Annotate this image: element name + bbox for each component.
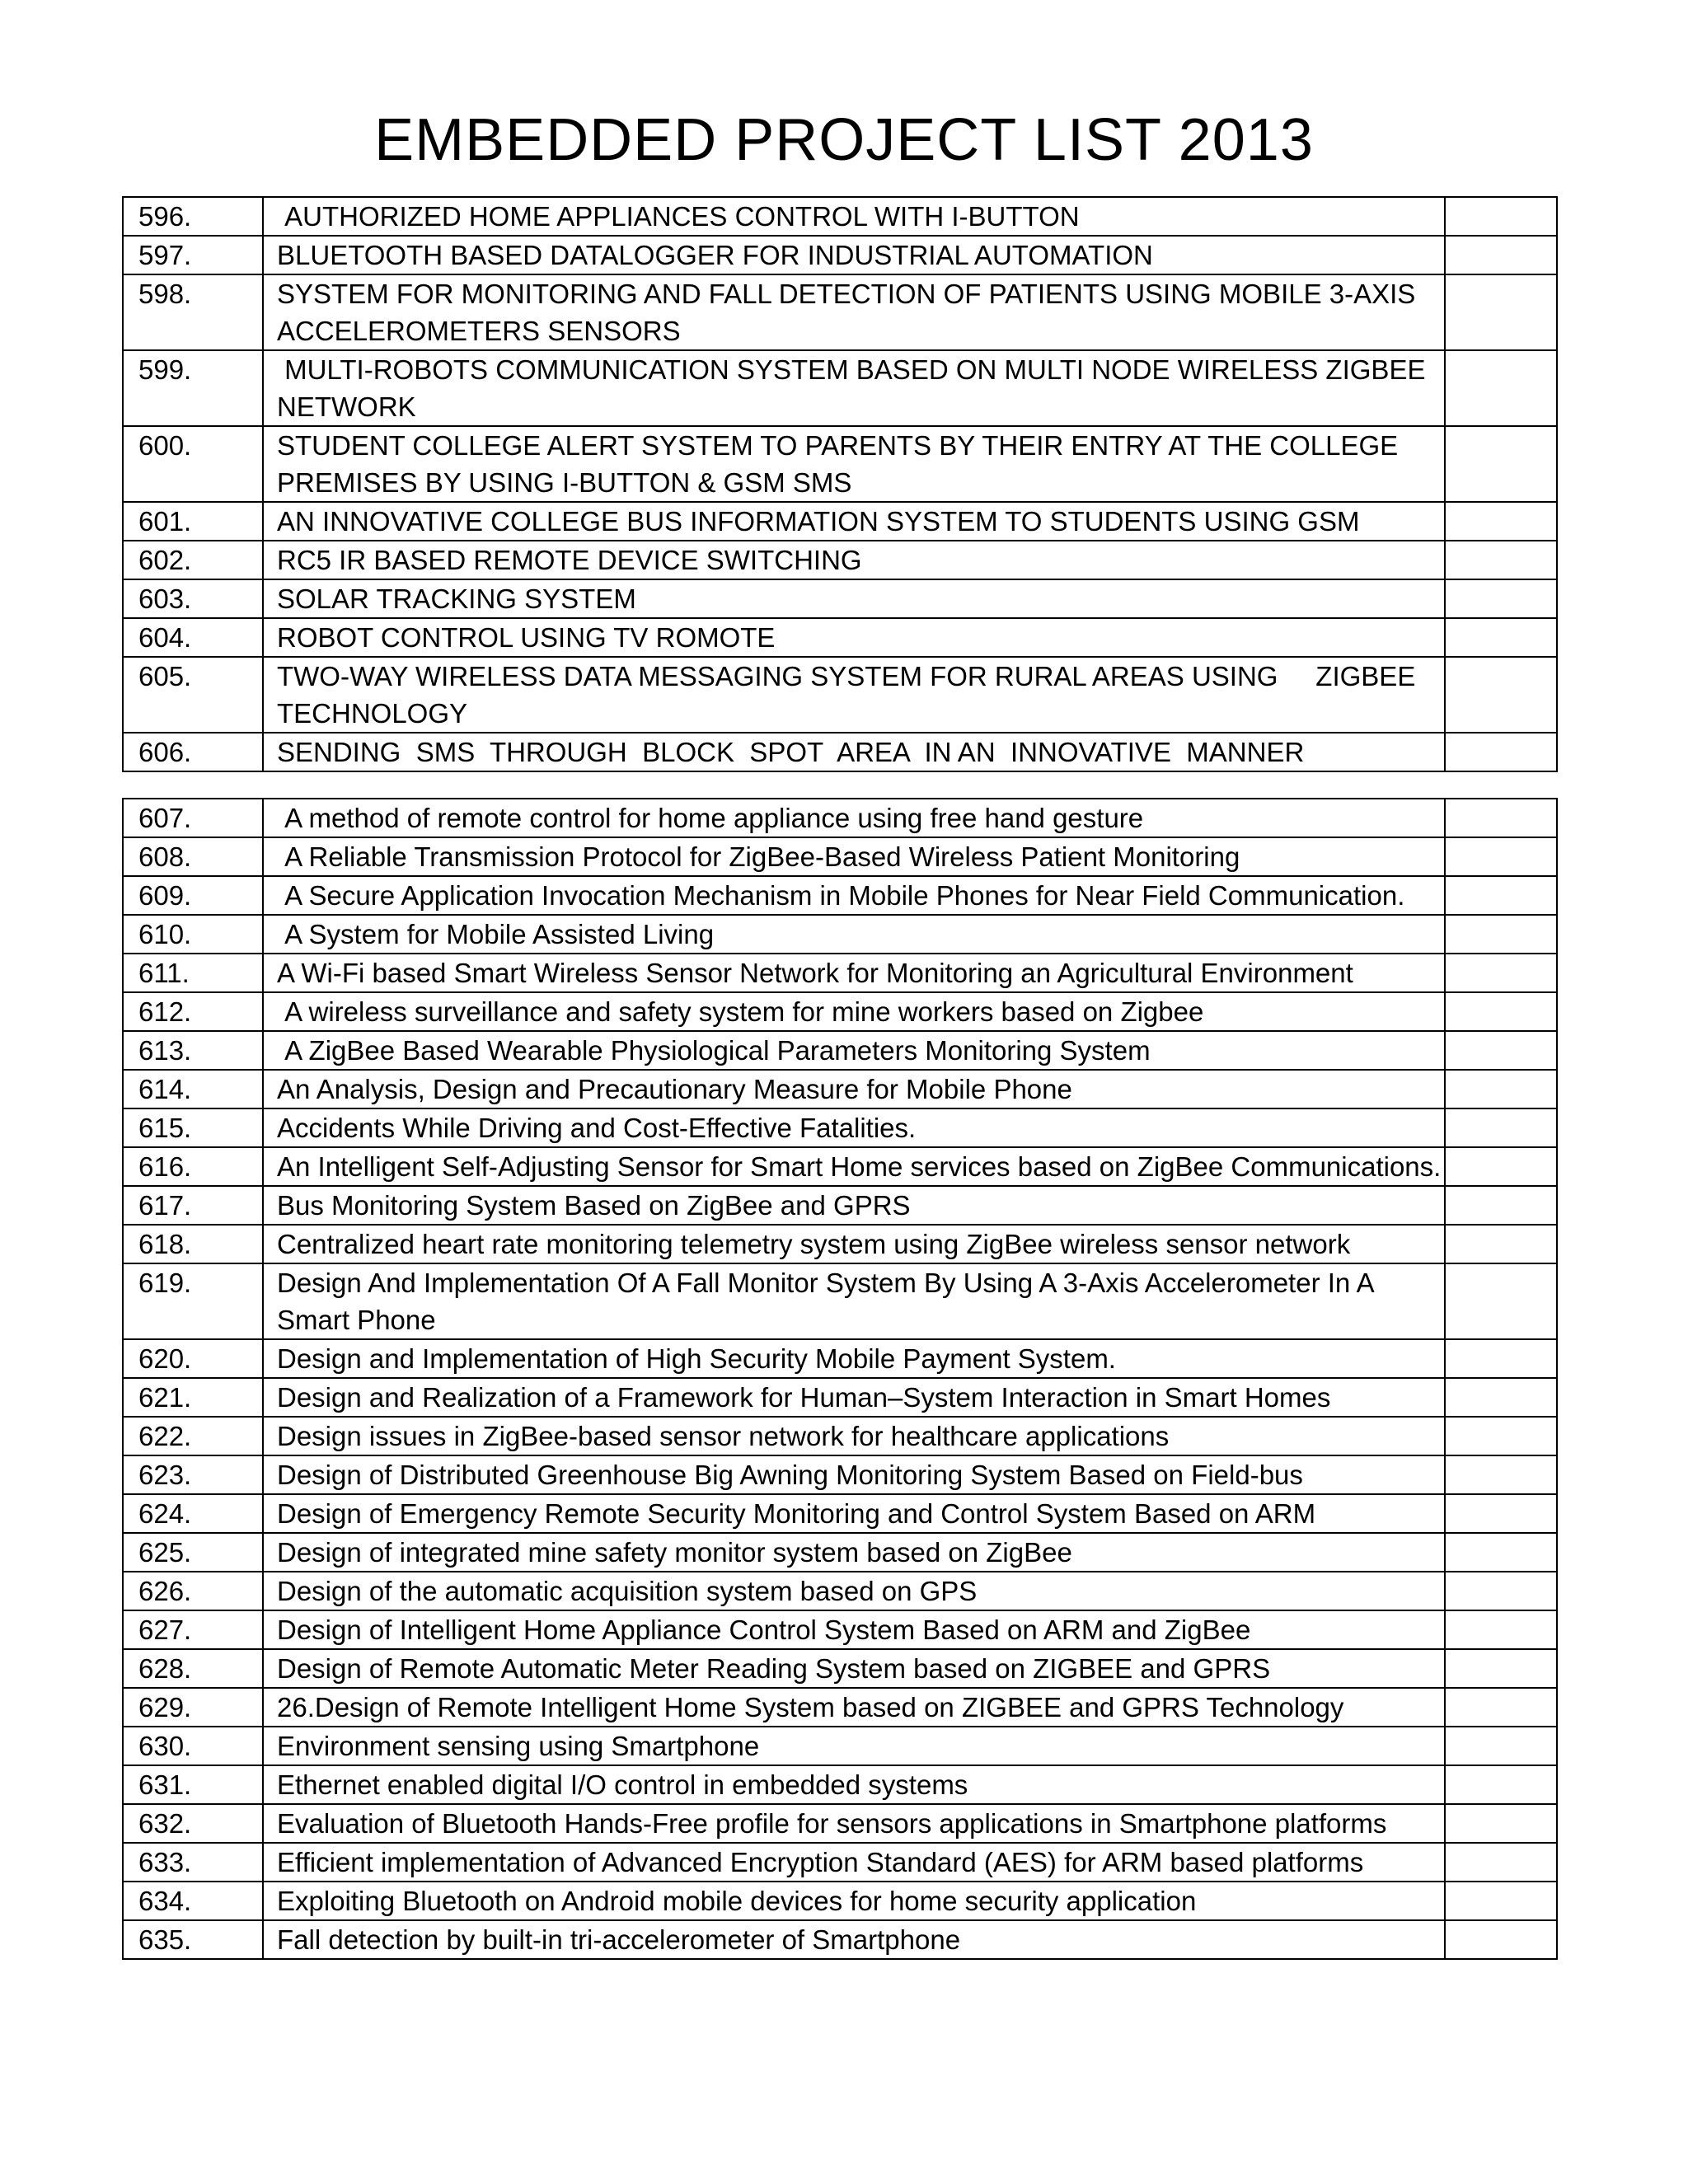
project-number: 610. — [123, 915, 263, 954]
project-title-cell — [263, 992, 1445, 1031]
empty-cell — [1445, 197, 1557, 236]
project-number: 629. — [123, 1688, 263, 1727]
project-table — [122, 798, 1558, 1960]
project-title: SOLAR TRACKING SYSTEM — [277, 583, 636, 614]
empty-cell — [1445, 1031, 1557, 1070]
empty-cell — [1445, 733, 1557, 771]
project-title: Accidents While Driving and Cost-Effective Fatalities. — [277, 1113, 917, 1143]
project-title-cell — [263, 1649, 1445, 1688]
project-title: A Wi-Fi based Smart Wireless Sensor Network for Monitoring an Agricultural Environment — [277, 958, 1353, 988]
table-row — [123, 274, 1557, 350]
project-title-cell — [263, 1804, 1445, 1843]
project-title-cell — [263, 1494, 1445, 1533]
project-title-cell — [263, 1417, 1445, 1455]
project-number: 606. — [123, 733, 263, 771]
table-row — [123, 1727, 1557, 1765]
project-title: A System for Mobile Assisted Living — [277, 919, 715, 949]
project-number: 602. — [123, 541, 263, 579]
project-number: 632. — [123, 1804, 263, 1843]
project-title-cell — [263, 799, 1445, 837]
project-title: ROBOT CONTROL USING TV ROMOTE — [277, 622, 776, 653]
project-title: Exploiting Bluetooth on Android mobile devices for home security application — [277, 1886, 1197, 1916]
project-number: 622. — [123, 1417, 263, 1455]
project-title: Environment sensing using Smartphone — [277, 1731, 760, 1761]
project-title-cell — [263, 502, 1445, 541]
project-number: 608. — [123, 837, 263, 876]
project-number: 603. — [123, 579, 263, 618]
project-title: Design and Implementation of High Security Mobile Payment System. — [277, 1343, 1116, 1374]
project-number: 620. — [123, 1339, 263, 1378]
project-number: 616. — [123, 1147, 263, 1186]
table-row — [123, 1804, 1557, 1843]
project-title: A method of remote control for home appliance using free hand gesture — [277, 803, 1144, 833]
empty-cell — [1445, 1688, 1557, 1727]
empty-cell — [1445, 618, 1557, 657]
project-title-cell — [263, 579, 1445, 618]
project-title-cell — [263, 733, 1445, 771]
project-number: 627. — [123, 1610, 263, 1649]
project-title: An Analysis, Design and Precautionary Measure for Mobile Phone — [277, 1074, 1072, 1104]
empty-cell — [1445, 1263, 1557, 1339]
table-row — [123, 579, 1557, 618]
project-title: Design of Emergency Remote Security Monitoring and Control System Based on ARM — [277, 1498, 1316, 1529]
empty-cell — [1445, 1147, 1557, 1186]
empty-cell — [1445, 954, 1557, 992]
project-number: 597. — [123, 236, 263, 274]
empty-cell — [1445, 1417, 1557, 1455]
project-title: A Reliable Transmission Protocol for ZigBee-Based Wireless Patient Monitoring — [277, 841, 1240, 872]
empty-cell — [1445, 1225, 1557, 1263]
project-title-cell — [263, 1688, 1445, 1727]
empty-cell — [1445, 799, 1557, 837]
project-title: Design of the automatic acquisition system based on GPS — [277, 1576, 978, 1606]
project-number: 626. — [123, 1572, 263, 1610]
project-number: 609. — [123, 876, 263, 915]
table-row — [123, 236, 1557, 274]
project-number: 617. — [123, 1186, 263, 1225]
empty-cell — [1445, 502, 1557, 541]
table-row — [123, 197, 1557, 236]
table-row — [123, 1417, 1557, 1455]
table-row — [123, 1108, 1557, 1147]
table-row — [123, 1533, 1557, 1572]
project-title-cell — [263, 541, 1445, 579]
table-row — [123, 1070, 1557, 1108]
project-title: A wireless surveillance and safety system for mine workers based on Zigbee — [277, 996, 1204, 1027]
empty-cell — [1445, 274, 1557, 350]
project-title: A ZigBee Based Wearable Physiological Parameters Monitoring System — [277, 1035, 1151, 1066]
project-title: RC5 IR BASED REMOTE DEVICE SWITCHING — [277, 545, 862, 575]
project-title-cell — [263, 350, 1445, 426]
project-title: Design issues in ZigBee-based sensor network for healthcare applications — [277, 1421, 1170, 1451]
project-number: 635. — [123, 1920, 263, 1959]
project-title-cell — [263, 1186, 1445, 1225]
table-row — [123, 876, 1557, 915]
project-title-cell — [263, 876, 1445, 915]
empty-cell — [1445, 657, 1557, 733]
table-row — [123, 350, 1557, 426]
table-row — [123, 618, 1557, 657]
project-title: Fall detection by built-in tri-accelerometer of Smartphone — [277, 1924, 961, 1955]
table-row — [123, 915, 1557, 954]
table-row — [123, 837, 1557, 876]
project-title: AUTHORIZED HOME APPLIANCES CONTROL WITH I-BUTTON — [277, 201, 1080, 232]
empty-cell — [1445, 350, 1557, 426]
project-title-cell — [263, 1070, 1445, 1108]
project-number: 605. — [123, 657, 263, 733]
project-table — [122, 196, 1558, 772]
project-number: 604. — [123, 618, 263, 657]
project-title: Bus Monitoring System Based on ZigBee and GPRS — [277, 1190, 911, 1221]
project-title: Design of integrated mine safety monitor system based on ZigBee — [277, 1537, 1072, 1568]
project-title-cell — [263, 954, 1445, 992]
empty-cell — [1445, 1186, 1557, 1225]
table-row — [123, 1649, 1557, 1688]
project-title: BLUETOOTH BASED DATALOGGER FOR INDUSTRIAL AUTOMATION — [277, 240, 1153, 270]
empty-cell — [1445, 1610, 1557, 1649]
project-title-cell — [263, 1378, 1445, 1417]
table-row — [123, 1843, 1557, 1882]
project-number: 598. — [123, 274, 263, 350]
project-title-cell — [263, 1225, 1445, 1263]
project-number: 614. — [123, 1070, 263, 1108]
project-title-cell — [263, 657, 1445, 733]
project-title-cell — [263, 1610, 1445, 1649]
project-title-cell — [263, 1765, 1445, 1804]
project-title: Design of Intelligent Home Appliance Control System Based on ARM and ZigBee — [277, 1615, 1251, 1645]
project-number: 628. — [123, 1649, 263, 1688]
empty-cell — [1445, 1070, 1557, 1108]
empty-cell — [1445, 1455, 1557, 1494]
project-title: A Secure Application Invocation Mechanism in Mobile Phones for Near Field Communication. — [277, 880, 1405, 911]
project-number: 615. — [123, 1108, 263, 1147]
empty-cell — [1445, 1843, 1557, 1882]
empty-cell — [1445, 1572, 1557, 1610]
table-row — [123, 1688, 1557, 1727]
table-row — [123, 1494, 1557, 1533]
project-number: 611. — [123, 954, 263, 992]
project-title: Evaluation of Bluetooth Hands-Free profile for sensors applications in Smartphone platforms — [277, 1808, 1387, 1839]
project-title-cell — [263, 236, 1445, 274]
empty-cell — [1445, 1533, 1557, 1572]
empty-cell — [1445, 1339, 1557, 1378]
empty-cell — [1445, 541, 1557, 579]
empty-cell — [1445, 1882, 1557, 1920]
project-title-cell — [263, 618, 1445, 657]
project-number: 596. — [123, 197, 263, 236]
table-row — [123, 502, 1557, 541]
empty-cell — [1445, 1494, 1557, 1533]
project-title-cell — [263, 1455, 1445, 1494]
project-number: 624. — [123, 1494, 263, 1533]
project-table-body — [123, 197, 1557, 771]
table-row — [123, 1186, 1557, 1225]
empty-cell — [1445, 579, 1557, 618]
table-row — [123, 1572, 1557, 1610]
project-number: 619. — [123, 1263, 263, 1339]
project-title-cell — [263, 837, 1445, 876]
project-title: 26.Design of Remote Intelligent Home System based on ZIGBEE and GPRS Technology — [277, 1692, 1344, 1722]
project-title-cell — [263, 274, 1445, 350]
project-number: 600. — [123, 426, 263, 502]
empty-cell — [1445, 1378, 1557, 1417]
project-title: SYSTEM FOR MONITORING AND FALL DETECTION OF PATIENTS USING MOBILE 3-AXIS ACCELEROMETERS SENSORS — [277, 279, 1422, 346]
project-title-cell — [263, 1031, 1445, 1070]
table-row — [123, 1339, 1557, 1378]
project-title: MULTI-ROBOTS COMMUNICATION SYSTEM BASED ON MULTI NODE WIRELESS ZIGBEE NETWORK — [277, 354, 1433, 422]
project-number: 607. — [123, 799, 263, 837]
empty-cell — [1445, 1920, 1557, 1959]
project-title: Design of Distributed Greenhouse Big Awning Monitoring System Based on Field-bus — [277, 1460, 1303, 1490]
project-title: Efficient implementation of Advanced Encryption Standard (AES) for ARM based platforms — [277, 1847, 1364, 1877]
table-row — [123, 1147, 1557, 1186]
empty-cell — [1445, 1727, 1557, 1765]
project-number: 612. — [123, 992, 263, 1031]
table-row — [123, 426, 1557, 502]
project-title: AN INNOVATIVE COLLEGE BUS INFORMATION SYSTEM TO STUDENTS USING GSM — [277, 506, 1360, 537]
project-title: Design and Realization of a Framework for Human–System Interaction in Smart Homes — [277, 1382, 1331, 1413]
empty-cell — [1445, 837, 1557, 876]
project-title: TWO-WAY WIRELESS DATA MESSAGING SYSTEM FOR RURAL AREAS USING ZIGBEE TECHNOLOGY — [277, 661, 1423, 729]
table-row — [123, 992, 1557, 1031]
table-row — [123, 1263, 1557, 1339]
project-title: SENDING SMS THROUGH BLOCK SPOT AREA IN AN INNOVATIVE MANNER — [277, 737, 1305, 767]
project-title-cell — [263, 915, 1445, 954]
empty-cell — [1445, 915, 1557, 954]
table-row — [123, 657, 1557, 733]
table-row — [123, 1765, 1557, 1804]
project-number: 625. — [123, 1533, 263, 1572]
project-number: 634. — [123, 1882, 263, 1920]
table-row — [123, 1378, 1557, 1417]
empty-cell — [1445, 1765, 1557, 1804]
project-title-cell — [263, 1843, 1445, 1882]
project-title: Design And Implementation Of A Fall Monitor System By Using A 3-Axis Accelerometer In A Smart Phone — [277, 1268, 1381, 1335]
project-title-cell — [263, 197, 1445, 236]
table-row — [123, 1031, 1557, 1070]
project-number: 618. — [123, 1225, 263, 1263]
empty-cell — [1445, 876, 1557, 915]
empty-cell — [1445, 236, 1557, 274]
empty-cell — [1445, 992, 1557, 1031]
project-title: An Intelligent Self-Adjusting Sensor for Smart Home services based on ZigBee Communications. — [277, 1151, 1442, 1182]
project-title: Ethernet enabled digital I/O control in embedded systems — [277, 1769, 968, 1800]
project-title-cell — [263, 1727, 1445, 1765]
project-number: 613. — [123, 1031, 263, 1070]
empty-cell — [1445, 1804, 1557, 1843]
project-title: Design of Remote Automatic Meter Reading System based on ZIGBEE and GPRS — [277, 1653, 1271, 1684]
project-table-body — [123, 799, 1557, 1959]
project-number: 633. — [123, 1843, 263, 1882]
project-title-cell — [263, 1882, 1445, 1920]
project-title-cell — [263, 1572, 1445, 1610]
project-number: 621. — [123, 1378, 263, 1417]
project-title-cell — [263, 1339, 1445, 1378]
project-number: 631. — [123, 1765, 263, 1804]
table-row — [123, 1610, 1557, 1649]
empty-cell — [1445, 1108, 1557, 1147]
project-title-cell — [263, 1263, 1445, 1339]
project-title-cell — [263, 1108, 1445, 1147]
table-row — [123, 954, 1557, 992]
project-number: 601. — [123, 502, 263, 541]
table-row — [123, 1920, 1557, 1959]
empty-cell — [1445, 426, 1557, 502]
project-title-cell — [263, 426, 1445, 502]
table-row — [123, 733, 1557, 771]
table-row — [123, 1225, 1557, 1263]
table-row — [123, 1882, 1557, 1920]
project-title: STUDENT COLLEGE ALERT SYSTEM TO PARENTS BY THEIR ENTRY AT THE COLLEGE PREMISES BY USING I-BUTTON & GSM SMS — [277, 430, 1406, 498]
project-number: 623. — [123, 1455, 263, 1494]
table-row — [123, 541, 1557, 579]
project-title-cell — [263, 1533, 1445, 1572]
empty-cell — [1445, 1649, 1557, 1688]
project-number: 630. — [123, 1727, 263, 1765]
project-title: Centralized heart rate monitoring telemetry system using ZigBee wireless sensor network — [277, 1229, 1351, 1259]
table-row — [123, 1455, 1557, 1494]
project-number: 599. — [123, 350, 263, 426]
table-row — [123, 799, 1557, 837]
project-title-cell — [263, 1147, 1445, 1186]
page-title: EMBEDDED PROJECT LIST 2013 — [374, 107, 1314, 173]
project-title-cell — [263, 1920, 1445, 1959]
